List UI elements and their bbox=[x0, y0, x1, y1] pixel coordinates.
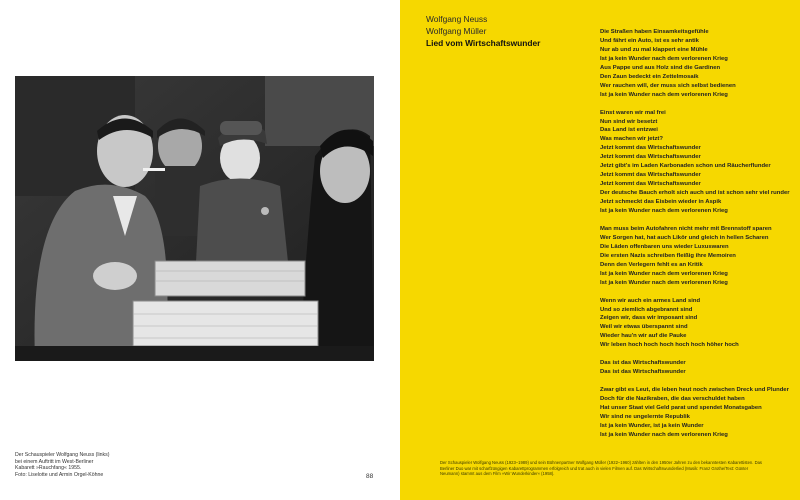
lyric-line: Doch für die Nazikraben, die das verschuldet haben bbox=[600, 396, 745, 402]
lyric-line: Jetzt kommt das Wirtschaftswunder bbox=[600, 181, 701, 188]
lyric-line: Wer rauchen will, der muss sich selbst bedienen bbox=[600, 82, 736, 89]
lyric-line: Ist ja kein Wunder nach dem verlorenen Krieg bbox=[600, 279, 728, 286]
lyric-line: Wir sind ne ungelernte Republik bbox=[600, 413, 690, 420]
lyric-line: Das ist das Wirtschaftswunder bbox=[600, 360, 686, 367]
lyric-line: Man muss beim Autofahren nicht mehr mit Brennstoff sparen bbox=[600, 225, 772, 232]
lyric-line: Zeigen wir, dass wir imposant sind bbox=[600, 315, 698, 322]
lyric-line: Ist ja kein Wunder, ist ja kein Wunder bbox=[600, 422, 704, 429]
lyric-line: Und fährt ein Auto, ist es sehr antik bbox=[600, 37, 699, 44]
lyric-line: Aus Pappe und aus Holz sind die Gardinen bbox=[600, 64, 721, 71]
lyric-line: Das Land ist entzwei bbox=[600, 127, 658, 134]
caption-line: bei einem Auftritt im West-Berliner bbox=[15, 458, 94, 465]
lyric-line: Wir leben hoch hoch hoch hoch hoch höher hoch bbox=[600, 342, 739, 349]
lyric-line: Nur ab und zu mal klappert eine Mühle bbox=[600, 46, 708, 53]
lyric-line: Ist ja kein Wunder nach dem verlorenen Krieg bbox=[600, 91, 728, 98]
lyric-line: Hat unser Staat viel Geld parat und spendet Monatsgaben bbox=[600, 404, 762, 411]
author-name: Wolfgang Müller bbox=[426, 26, 487, 36]
lyric-line: Ist ja kein Wunder nach dem verlorenen Krieg bbox=[600, 208, 728, 215]
stanza bbox=[600, 297, 796, 351]
photo-caption bbox=[15, 452, 175, 478]
song-title: Lied vom Wirtschaftswunder bbox=[426, 38, 541, 48]
song-credits bbox=[426, 13, 540, 49]
lyric-line: Ist ja kein Wunder nach dem verlorenen Krieg bbox=[600, 270, 728, 277]
lyric-line: Jetzt gibt's im Laden Karbonaden schon und Räucherflunder bbox=[600, 163, 771, 170]
lyric-line: Jetzt schmeckt das Eisbein wieder in Aspik bbox=[600, 199, 722, 206]
lyric-line: Denn den Verlegern fehlt es an Kritik bbox=[600, 261, 703, 268]
lyric-line: Einst waren wir mal frei bbox=[600, 109, 666, 116]
lyric-line: Weil wir etwas überspannt sind bbox=[600, 324, 688, 331]
stanza bbox=[600, 386, 796, 440]
lyric-line: Der deutsche Bauch erholt sich auch und ist schon sehr viel runder bbox=[600, 190, 790, 197]
stanza bbox=[600, 28, 796, 100]
lyric-line: Wieder hau'n wir auf die Pauke bbox=[600, 333, 687, 340]
lyric-line: Was machen wir jetzt? bbox=[600, 136, 663, 143]
song-caption bbox=[440, 460, 785, 477]
lyric-line: Die Läden offenbaren uns wieder Luxuswaren bbox=[600, 243, 729, 250]
page-number: 88 bbox=[366, 473, 374, 480]
caption-line: Der Schauspieler Wolfgang Neuss (1923–1989) und sein Bühnenpartner Wolfgang Müller (1922–1960) zählten in den 1950er Jahren zu den bekanntesten Kabarettisten. Das bbox=[440, 460, 763, 465]
stanza bbox=[600, 109, 796, 216]
caption-line: Neumann) stammt aus dem Film »Wir Wunderkinder« (1958). bbox=[440, 471, 555, 477]
lyric-line: Jetzt kommt das Wirtschaftswunder bbox=[600, 154, 701, 161]
caption-line: Berliner Duo war mit scharfzüngigen Kabarettprogrammen erfolgreich und trat auch in vielen Filmen auf. Das Wirtschaftswunderlied (Musik: Franz Grothe/Text: Günter bbox=[440, 465, 749, 471]
lyric-line: Zwar gibt es Leut, die leben heut noch zwischen Dreck und Plunder bbox=[600, 387, 789, 394]
stanza bbox=[600, 225, 796, 288]
lyric-line: Den Zaun bedeckt ein Zettelmosaik bbox=[600, 73, 699, 80]
stanza bbox=[600, 359, 796, 377]
caption-line: Kabarett »Rauchfang« 1955. bbox=[15, 465, 82, 472]
lyric-line: Jetzt kommt das Wirtschaftswunder bbox=[600, 145, 701, 152]
lyric-line: Ist ja kein Wunder nach dem verlorenen Krieg bbox=[600, 55, 728, 62]
lyric-line: Wer Sorgen hat, hat auch Likör und gleich in hellen Scharen bbox=[600, 234, 769, 241]
lyric-line: Die Straßen haben Einsamkeitsgefühle bbox=[600, 29, 709, 35]
caption-line: Der Schauspieler Wolfgang Neuss (links) bbox=[15, 452, 110, 458]
photograph bbox=[15, 76, 374, 361]
lyrics bbox=[600, 28, 796, 449]
lyric-line: Jetzt kommt das Wirtschaftswunder bbox=[600, 172, 701, 179]
lyric-line: Das ist das Wirtschaftswunder bbox=[600, 369, 686, 376]
lyric-line: Ist ja kein Wunder nach dem verlorenen Krieg bbox=[600, 431, 728, 438]
lyric-line: Nun sind wir besetzt bbox=[600, 118, 658, 125]
caption-line: Foto: Liselotte und Armin Orgel-Köhne bbox=[15, 471, 104, 478]
lyric-line: Wenn wir auch ein armes Land sind bbox=[600, 297, 701, 304]
author-name: Wolfgang Neuss bbox=[426, 14, 488, 24]
lyric-line: Die ersten Nazis schreiben fleißig ihre Memoiren bbox=[600, 252, 736, 259]
lyric-line: Und so ziemlich abgebrannt sind bbox=[600, 306, 693, 313]
